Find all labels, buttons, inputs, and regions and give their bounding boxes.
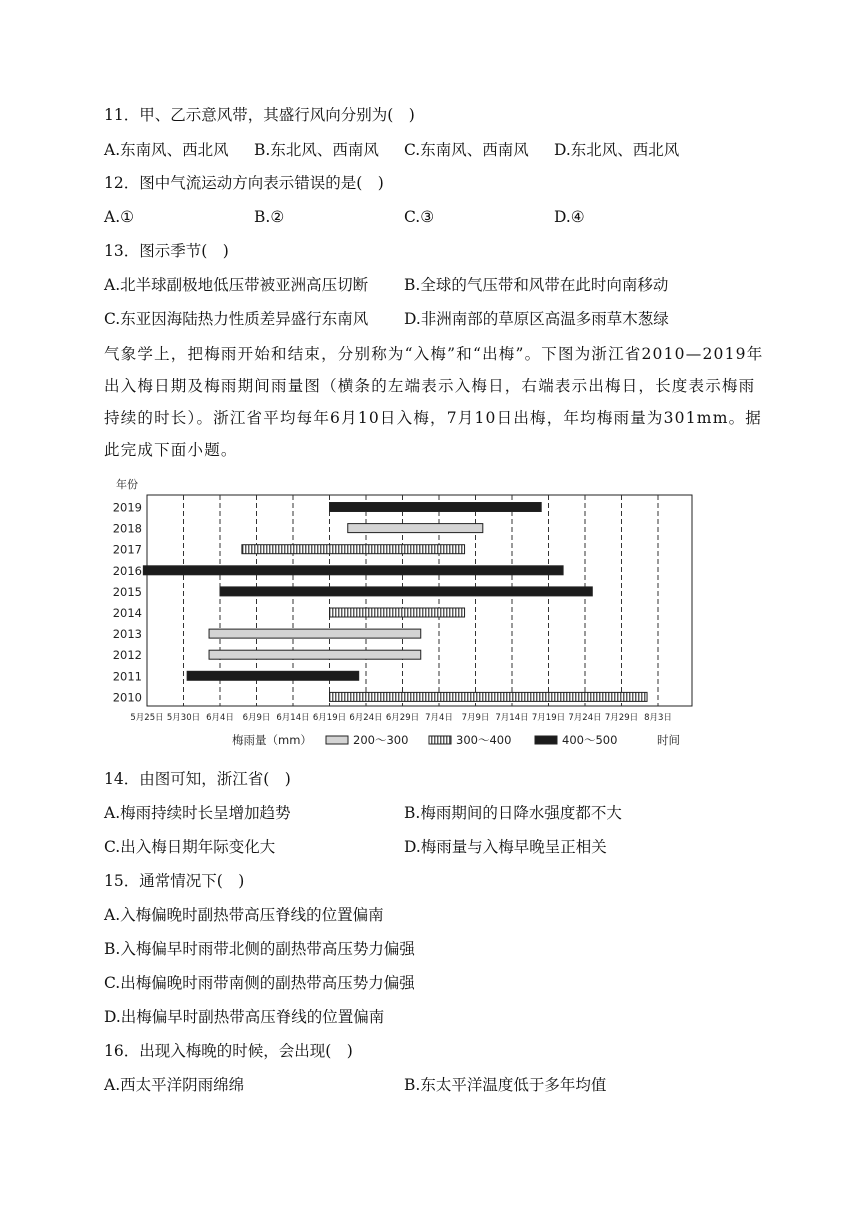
year-label: 2017 [112,542,142,557]
q11-option-b: B.东北风、西南风 [254,141,379,159]
q13-option-d: D.非洲南部的草原区高温多雨草木葱绿 [404,310,669,328]
q13-option-a: A.北半球副极地低压带被亚洲高压切断 [104,276,369,294]
x-tick-label: 6月29日 [385,713,420,723]
x-tick-label: 6月24日 [349,713,383,723]
legend-swatch-dark [535,736,557,744]
q15-option-a: A.入梅偏晚时副热带高压脊线的位置偏南 [104,906,384,924]
q12-option-a: A.① [104,208,135,226]
q11-option-c: C.东南风、西南风 [404,141,529,159]
q14-option-a: A.梅雨持续时长呈增加趋势 [104,804,291,822]
meiyu-chart [104,470,704,750]
x-tick-label: 7月9日 [461,713,490,723]
year-label: 2016 [112,563,142,578]
x-tick-label: 7月4日 [425,713,453,723]
bar-2013 [209,629,421,638]
q14-option-d: D.梅雨量与入梅早晚呈正相关 [404,838,607,856]
bar-2014 [330,608,465,617]
q16-option-a: A.西太平洋阴雨绵绵 [104,1076,245,1094]
x-tick-label: 5月25日 [130,713,164,723]
legend-title: 梅雨量（mm） [232,733,312,747]
q12-option-d: D.④ [554,208,585,226]
x-tick-label: 6月14日 [276,713,310,723]
q15-option-b: B.入梅偏早时雨带北侧的副热带高压势力偏强 [104,940,415,958]
bar-2011 [187,671,359,680]
year-label: 2019 [112,500,142,515]
bar-2019 [330,503,542,512]
x-tick-label: 6月9日 [242,713,271,723]
x-tick-label: 6月4日 [206,713,234,723]
q14-option-c: C.出入梅日期年际变化大 [104,838,276,856]
q11-option-d: D.东北风、西北风 [554,141,680,159]
legend-label: 200～300 [353,733,409,747]
x-tick-label: 7月14日 [495,713,529,723]
x-axis-title: 时间 [657,733,680,747]
question-15-stem: 15．通常情况下( ) [104,872,245,890]
q16-option-b: B.东太平洋温度低于多年均值 [404,1076,607,1094]
q14-option-b: B.梅雨期间的日降水强度都不大 [404,804,622,822]
q13-option-c: C.东亚因海陆热力性质差异盛行东南风 [104,310,369,328]
q15-option-c: C.出梅偏晚时雨带南侧的副热带高压势力偏强 [104,974,415,992]
question-14-stem: 14．由图可知，浙江省( ) [104,770,291,788]
year-label: 2014 [112,606,142,620]
legend-label: 300～400 [456,733,512,747]
x-tick-label: 7月29日 [604,713,639,723]
y-axis-title: 年份 [116,478,138,491]
bar-2010 [330,692,648,701]
year-label: 2011 [112,669,142,684]
legend-swatch-striped [429,736,451,744]
x-tick-label: 6月19日 [312,713,347,723]
q13-option-b: B.全球的气压带和风带在此时向南移动 [404,276,669,294]
legend-label: 400～500 [562,733,618,747]
bar-2017 [242,545,465,554]
bar-2018 [348,524,483,533]
x-tick-label: 5月30日 [166,713,201,723]
x-tick-label: 7月24日 [568,713,602,723]
legend-swatch-light [326,736,348,744]
question-12-stem: 12．图中气流运动方向表示错误的是( ) [104,174,384,192]
question-13-stem: 13．图示季节( ) [104,242,229,260]
year-label: 2018 [112,521,142,536]
q12-option-b: B.② [254,208,285,226]
x-tick-label: 8月3日 [644,713,672,723]
question-11-stem: 11．甲、乙示意风带，其盛行风向分别为( ) [104,106,415,124]
bar-2016 [143,566,563,575]
year-label: 2015 [112,584,142,599]
year-label: 2010 [112,690,142,705]
material-paragraph: 气象学上，把梅雨开始和结束，分别称为“入梅”和“出梅”。下图为浙江省2010—2019年出入梅日期及梅雨期间雨量图（横条的左端表示入梅日，右端表示出梅日，长度表示梅雨持续的时长）。浙江省平均每年6月10日入梅，7月10日出梅，年均梅雨量为301mm。据此完成下面小题。 [104,345,764,459]
q12-option-c: C.③ [404,208,435,226]
x-tick-label: 7月19日 [531,713,566,723]
q11-option-a: A.东南风、西北风 [104,141,229,159]
bar-2015 [220,587,592,596]
year-label: 2012 [112,648,142,663]
bar-2012 [209,650,421,659]
q15-option-d: D.出梅偏早时副热带高压脊线的位置偏南 [104,1008,385,1026]
question-16-stem: 16．出现入梅晚的时候，会出现( ) [104,1042,353,1060]
year-label: 2013 [112,627,142,642]
